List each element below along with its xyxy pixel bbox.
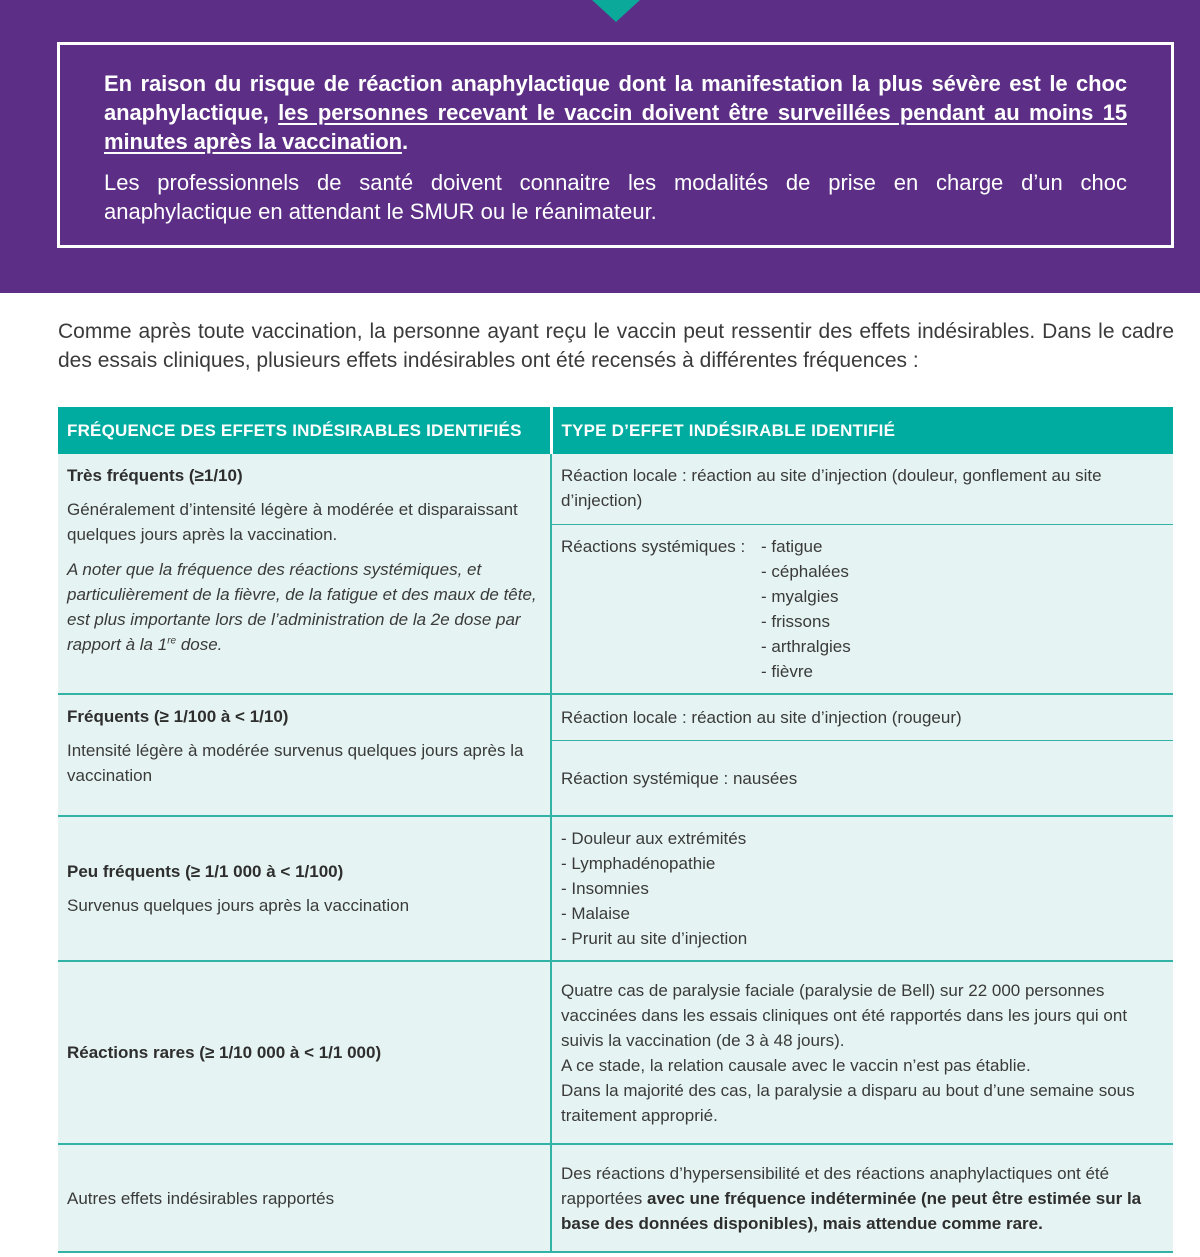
list-item: - myalgies bbox=[761, 584, 851, 609]
list-item: - frissons bbox=[761, 609, 851, 634]
list-item: - Prurit au site d’injection bbox=[561, 926, 1164, 951]
cell-uncommon-effects bbox=[551, 816, 1173, 961]
alert-banner bbox=[0, 0, 1200, 293]
cell-very-frequent bbox=[58, 454, 551, 694]
cell-rare-effects bbox=[551, 961, 1173, 1144]
alert-warning-text: En raison du risque de réaction anaphylactique dont la manifestation la plus sévère est le choc anaphylactique, les personnes recevant le vaccin doivent être surveillées pendant au moins 15 minutes après la vaccination. bbox=[104, 71, 1127, 154]
cell-other-effects: Des réactions d’hypersensibilité et des réactions anaphylactiques ont été rapportées avec une fréquence indéterminée (ne peut être estimée sur la base des données disponibles), mais attendue comme rare. bbox=[551, 1144, 1173, 1252]
other-bold-text: avec une fréquence indéterminée (ne peut être estimée sur la base des données disponibles), mais attendue comme rare. bbox=[561, 1188, 1142, 1233]
freq-title: Peu fréquents (≥ 1/1 000 à < 1/100) bbox=[67, 862, 344, 881]
intro-paragraph: Comme après toute vaccination, la personne ayant reçu le vaccin peut ressentir des effets indésirables. Dans le cadre des essais cliniques, plusieurs effets indésirables ont été recensés à différentes fréquences : bbox=[58, 320, 1174, 372]
side-effects-table bbox=[58, 407, 1173, 1253]
header-effect-type: TYPE D’EFFET INDÉSIRABLE IDENTIFIÉ bbox=[551, 407, 1173, 454]
freq-desc: Survenus quelques jours après la vaccination bbox=[67, 896, 410, 915]
table-header-row bbox=[58, 407, 1173, 454]
cell-uncommon bbox=[58, 816, 551, 961]
table-row bbox=[58, 454, 1173, 525]
cell-frequent bbox=[58, 694, 551, 816]
systemic-label: Réactions systémiques : bbox=[561, 537, 746, 556]
freq-title: Très fréquents (≥1/10) bbox=[67, 466, 243, 485]
cell-frequent-systemic: Réaction systémique : nausées bbox=[551, 741, 1173, 817]
rare-line: Quatre cas de paralysie faciale (paralysie de Bell) sur 22 000 personnes vaccinées dans les essais cliniques ont été rapportés dans les jours qui ont suivis la vaccination (de 3 à 48 jours). bbox=[561, 980, 1128, 1050]
table-row bbox=[58, 961, 1173, 1144]
alert-underlined-text: les personnes recevant le vaccin doivent être surveillées pendant au moins 15 minutes après la vaccination bbox=[104, 100, 1127, 154]
systemic-list bbox=[761, 534, 851, 684]
cell-very-frequent-local: Réaction locale : réaction au site d’injection (douleur, gonflement au site d’injection) bbox=[551, 454, 1173, 525]
freq-desc: Généralement d’intensité légère à modérée et disparaissant quelques jours après la vaccination. bbox=[67, 500, 518, 544]
list-item: - Douleur aux extrémités bbox=[561, 826, 1164, 851]
list-item: - Insomnies bbox=[561, 876, 1164, 901]
list-item: - fatigue bbox=[761, 534, 851, 559]
rare-line: Dans la majorité des cas, la paralysie a disparu au bout d’une semaine sous traitement approprié. bbox=[561, 1080, 1135, 1125]
header-frequency: FRÉQUENCE DES EFFETS INDÉSIRABLES IDENTIFIÉS bbox=[58, 407, 551, 454]
cell-frequent-local: Réaction locale : réaction au site d’injection (rougeur) bbox=[551, 694, 1173, 741]
rare-line: A ce stade, la relation causale avec le vaccin n’est pas établie. bbox=[561, 1055, 1031, 1075]
alert-info-text: Les professionnels de santé doivent connaitre les modalités de prise en charge d’un choc anaphylactique en attendant le SMUR ou le réanimateur. bbox=[104, 170, 1127, 224]
cell-rare bbox=[58, 961, 551, 1144]
list-item: - Lymphadénopathie bbox=[561, 851, 1164, 876]
uncommon-list bbox=[561, 826, 1164, 951]
list-item: - arthralgies bbox=[761, 634, 851, 659]
banner-notch bbox=[592, 0, 640, 22]
freq-note: A noter que la fréquence des réactions systémiques, et particulièrement de la fièvre, de la fatigue et des maux de tête, est plus importante lors de l’administration de la 2e dose par rapport à la 1re dose. bbox=[67, 560, 537, 654]
freq-desc: Intensité légère à modérée survenus quelques jours après la vaccination bbox=[67, 741, 524, 785]
list-item: - céphalées bbox=[761, 559, 851, 584]
cell-other: Autres effets indésirables rapportés bbox=[58, 1144, 551, 1252]
alert-box bbox=[57, 42, 1174, 248]
list-item: - fièvre bbox=[761, 659, 851, 684]
cell-very-frequent-systemic bbox=[551, 525, 1173, 695]
table-row bbox=[58, 1144, 1173, 1252]
table-row bbox=[58, 694, 1173, 741]
list-item: - Malaise bbox=[561, 901, 1164, 926]
freq-title: Réactions rares (≥ 1/10 000 à < 1/1 000) bbox=[67, 1043, 382, 1062]
table-row bbox=[58, 816, 1173, 961]
freq-title: Fréquents (≥ 1/100 à < 1/10) bbox=[67, 707, 289, 726]
